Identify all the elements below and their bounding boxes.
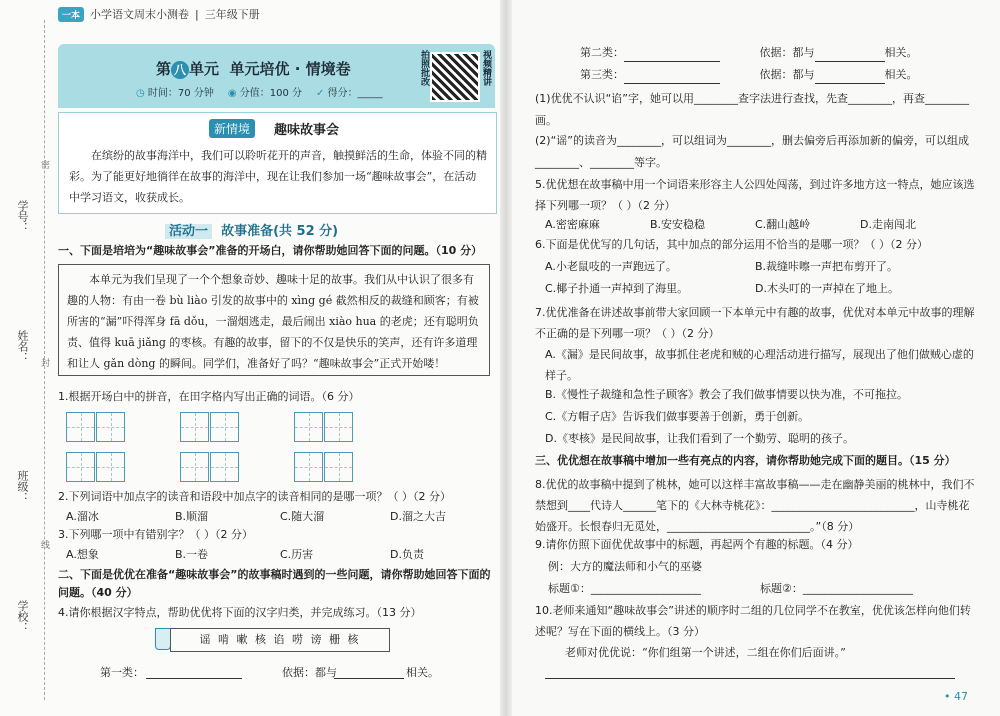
qr-code-icon[interactable] [430, 52, 480, 102]
q3-option-a[interactable]: A.想象 [66, 548, 99, 561]
intro-text: 在缤纷的故事海洋中，我们可以聆听花开的声音，触摸鲜活的生命，体验不同的精彩。为了能更好地徜徉在故事的海洋中，现在让我们参加一场“趣味故事会”，在活动中学习语文，收获成长。 [69, 149, 487, 204]
class1-basis: 依据：都与 [282, 666, 337, 679]
question-4-part-2: (2)“谣”的读音为________，可以组词为________，删去偏旁后再添加新的偏旁，可以组成________、________等字。 [535, 134, 969, 169]
q6-option-b[interactable]: B.裁缝咔嚓一声把布剪开了。 [755, 260, 899, 273]
q5-option-b[interactable]: B.安安稳稳 [650, 218, 706, 231]
got-info [316, 84, 383, 99]
class3-basis-blank[interactable] [815, 71, 885, 84]
unit-suffix: 单元 [189, 60, 220, 78]
q7-option-c[interactable]: C.《方帽子店》告诉我们做事要善于创新，勇于创新。 [545, 410, 810, 423]
question-10: 10.老师来通知“趣味故事会”讲述的顺序时二组的几位同学不在教室，优优该怎样向他们转述呢？写在下面的横线上。（3 分） [535, 604, 971, 638]
q3-option-b[interactable]: B.一卷 [175, 548, 209, 561]
question-3: 3.下列哪一项中有错别字？（ ）（2 分） [58, 528, 253, 541]
class3-basis: 依据：都与 [759, 68, 815, 81]
seal-mark-3: 线 [39, 540, 49, 549]
grid-cell[interactable] [66, 452, 95, 482]
q7-option-d[interactable]: D.《枣核》是民间故事，让我们看到了一个勤劳、聪明的孩子。 [545, 432, 854, 445]
unit-subtitle: 单元培优 · 情境卷 [229, 60, 351, 78]
seal-mark-1: 密 [39, 160, 49, 169]
tianzige-2[interactable] [180, 412, 240, 442]
activity-points: (共 52 分) [273, 224, 339, 239]
grid-cell[interactable] [324, 412, 353, 442]
class2-rel: 相关。 [884, 46, 918, 59]
activity-label: 活动一 [165, 224, 212, 239]
q2-option-d[interactable]: D.溜之大吉 [390, 510, 446, 523]
student-name-label: 姓名： [16, 330, 29, 363]
class1-blank[interactable] [146, 666, 242, 679]
question-4-part-1: (1)优优不认识“谄”字，她可以用________查字法进行查找，先查________，再查________画。 [535, 92, 969, 127]
section-two-heading: 二、下面是优优在准备“趣味故事会”的故事稿时遇到的一些问题，请你帮助她回答下面的问题。（40 分） [58, 568, 491, 599]
activity-heading [165, 220, 338, 239]
story-text: 本单元为我们呈现了一个个想象奇妙、趣味十足的故事。我们从中认识了很多有趣的人物：有由一卷 bù liào 引发的故事中的 xìng gé 截然相反的裁缝和顾客；有被所害的“漏”吓得浑身 fā dǒu，一溜烟逃走，最后闹出 xiào hua 的老虎；还有聪明负责、值得 kuā jiǎng 的枣核。有趣的故事，留下的不仅是快乐的笑声，还有许多道理和让人 gǎn dòng 的瞬间。同学们，准备好了吗？“趣味故事会”正式开始喽！ [67, 273, 479, 370]
question-1: 1.根据开场白中的拼音，在田字格内写出正确的词语。（6 分） [58, 390, 360, 403]
section-one-heading: 一、下面是培培为“趣味故事会”准备的开场白，请你帮助她回答下面的问题。（10 分） [58, 244, 483, 257]
check-icon: ✓ [316, 88, 325, 99]
student-id-label: 学号： [16, 200, 29, 233]
question-2: 2.下列词语中加点字的读音和语段中加点字的读音相同的是哪一项？（ ）（2 分） [58, 490, 451, 503]
score-icon: ◉ [227, 88, 237, 99]
q5-option-a[interactable]: A.密密麻麻 [545, 218, 600, 231]
unit-number: 八 [171, 61, 189, 79]
q3-option-d[interactable]: D.负责 [390, 548, 424, 561]
q2-option-a[interactable]: A.溜冰 [66, 510, 99, 523]
grid-cell[interactable] [210, 452, 239, 482]
grid-cell[interactable] [294, 412, 323, 442]
q10-answer-line[interactable] [545, 678, 955, 679]
school-label: 学校： [16, 600, 29, 633]
q6-option-c[interactable]: C.椰子扑通一声掉到了海里。 [545, 282, 689, 295]
intro-box [58, 112, 497, 214]
class2-row [580, 44, 980, 62]
tianzige-1[interactable] [66, 412, 126, 442]
grid-cell[interactable] [96, 452, 125, 482]
series-title: 小学语文周末小测卷 [90, 8, 190, 21]
grid-cell[interactable] [96, 412, 125, 442]
activity-title: 故事准备 [221, 224, 274, 239]
question-8: 8.优优的故事稿中提到了桃林，她可以这样丰富故事稿——走在幽静美丽的桃林中，我们不禁想到____代诗人______笔下的《大林寺桃花》：__________________________，山寺桃花始盛开。长恨春归无觅处，__________________________。”（8 分） [535, 478, 975, 533]
qr-left-label: 拍照批改 [419, 50, 429, 86]
clock-icon: ◷ [136, 88, 145, 99]
q9-title-1[interactable]: 标题①：____________________ [548, 582, 701, 595]
question-7: 7.优优准备在讲述故事前带大家回顾一下本单元中有趣的故事，优优对本单元中故事的理解不正确的是下列哪一项？（ ）（2 分） [535, 306, 975, 340]
q9-title-2[interactable]: 标题②：____________________ [760, 582, 913, 595]
unit-prefix: 第 [156, 60, 172, 78]
q10-quote: 老师对优优说：“你们组第一个讲述，二组在你们后面讲。” [565, 646, 846, 659]
q6-option-d[interactable]: D.木头叮的一声掉在了地上。 [755, 282, 899, 295]
brand-logo: 一本 [58, 7, 84, 22]
class3-row [580, 66, 980, 84]
tianzige-5[interactable] [180, 452, 240, 482]
tianzige-6[interactable] [294, 452, 354, 482]
q2-option-b[interactable]: B.顺溜 [175, 510, 209, 523]
q5-option-c[interactable]: C.翻山越岭 [755, 218, 811, 231]
book-spine [500, 0, 512, 716]
unit-header [58, 44, 495, 108]
character-box: 谣 啃 嗽 核 谄 唠 谤 栅 核 [170, 628, 390, 652]
exam-meta [136, 84, 383, 99]
tianzige-3[interactable] [294, 412, 354, 442]
class3-label: 第三类： [580, 68, 624, 81]
class3-rel: 相关。 [884, 68, 918, 81]
grid-cell[interactable] [66, 412, 95, 442]
intro-title: 趣味故事会 [274, 123, 340, 138]
question-4: 4.请你根据汉字特点，帮助优优将下面的汉字归类，并完成练习。（13 分） [58, 606, 422, 619]
q3-option-c[interactable]: C.历害 [280, 548, 314, 561]
class3-blank[interactable] [624, 71, 720, 84]
separator: | [195, 7, 199, 21]
class-label: 班级： [16, 470, 29, 503]
grid-cell[interactable] [210, 412, 239, 442]
q5-option-d[interactable]: D.走南闯北 [860, 218, 916, 231]
question-5: 5.优优想在故事稿中用一个词语来形容主人公四处闯荡，到过许多地方这一特点，她应该选择下列哪一项？（ ）（2 分） [535, 178, 975, 212]
q9-example: 例：大方的魔法师和小气的巫婆 [548, 560, 702, 573]
section-three-heading: 三、优优想在故事稿中增加一些有亮点的内容，请你帮助她完成下面的题目。（15 分） [535, 454, 956, 467]
got-text: 得分：_____ [327, 88, 383, 99]
class2-label: 第二类： [580, 46, 624, 59]
page-number: • 47 [944, 690, 968, 703]
class2-blank[interactable] [624, 49, 720, 62]
class1-rel: 相关。 [406, 666, 439, 679]
series-bar [58, 6, 260, 22]
grid-cell[interactable] [294, 452, 323, 482]
score-info [228, 84, 302, 99]
class1-basis-blank[interactable] [334, 666, 404, 679]
grid-cell[interactable] [180, 452, 209, 482]
qr-right-label: 视频精讲 [481, 50, 491, 86]
class1-label: 第一类： [100, 666, 144, 679]
time-info [136, 84, 214, 99]
story-box [58, 264, 490, 376]
grid-cell[interactable] [324, 452, 353, 482]
unit-title [156, 58, 351, 79]
question-6: 6.下面是优优写的几句话，其中加点的部分运用不恰当的是哪一项？（ ）（2 分） [535, 238, 928, 251]
time-text: 时间：70 分钟 [147, 88, 214, 99]
q6-option-a[interactable]: A.小老鼠吱的一声跑远了。 [545, 260, 677, 273]
q7-option-a[interactable]: A.《漏》是民间故事，故事抓住老虎和贼的心理活动进行描写，展现出了他们做贼心虚的样子。 [545, 348, 974, 382]
tianzige-4[interactable] [66, 452, 126, 482]
q7-option-b[interactable]: B.《慢性子裁缝和急性子顾客》教会了我们做事情要以快为准，不可拖拉。 [545, 388, 909, 401]
grade-label: 三年级下册 [204, 8, 260, 21]
class2-basis: 依据：都与 [759, 46, 815, 59]
q2-option-c[interactable]: C.随大溜 [280, 510, 325, 523]
score-text: 分值：100 分 [239, 88, 303, 99]
grid-cell[interactable] [180, 412, 209, 442]
pen-holder-icon [155, 628, 171, 650]
question-9: 9.请你仿照下面优优故事中的标题，再起两个有趣的标题。（4 分） [535, 538, 859, 551]
new-context-badge: 新情境 [209, 119, 255, 138]
class2-basis-blank[interactable] [815, 49, 885, 62]
seal-mark-2: 封 [39, 358, 49, 367]
